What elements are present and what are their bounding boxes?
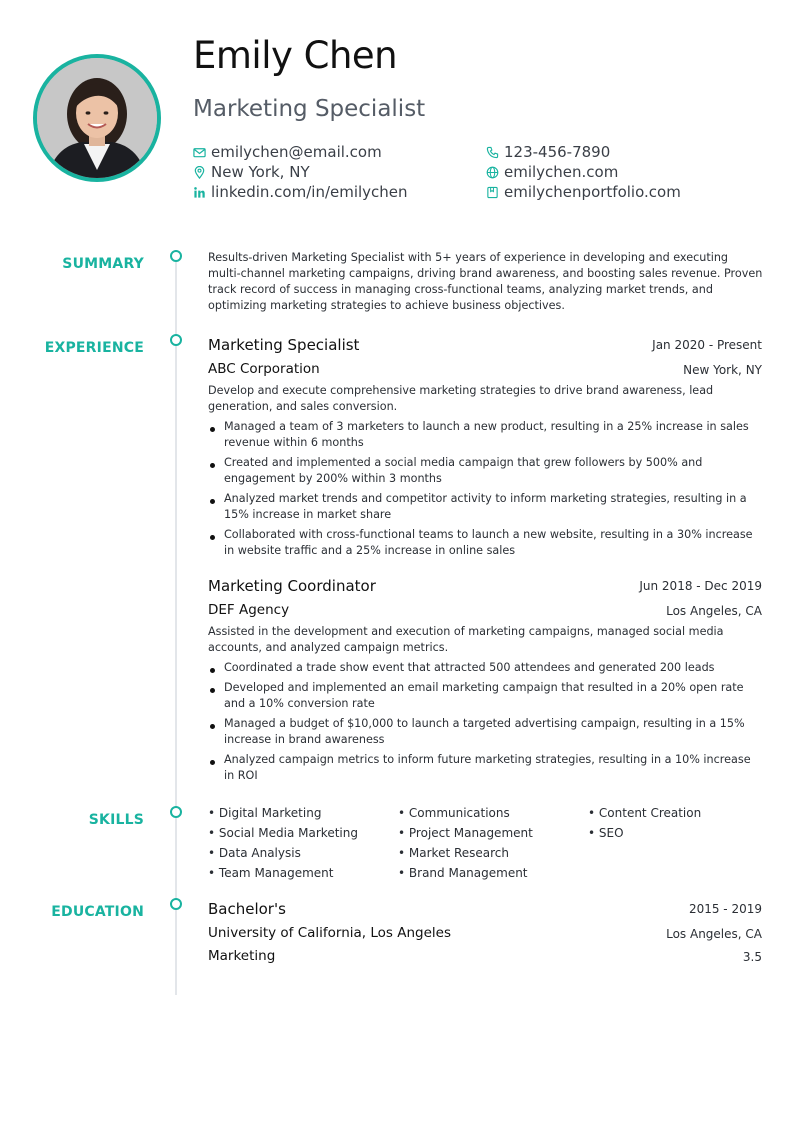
email-text: emilychen@email.com bbox=[211, 143, 382, 161]
summary-text: Results-driven Marketing Specialist with 5+ years of experience in developing and executing multi-channel marketing campaigns, driving brand awareness, and boosting sales revenue. Proven track record of success in managing cross-functional teams, analyzing market trends, and optimizing marketing strategies to achieve business objectives. bbox=[208, 251, 763, 312]
experience-label: EXPERIENCE bbox=[44, 340, 144, 356]
website-text: emilychen.com bbox=[504, 163, 619, 181]
list-item: Developed and implemented an email marketing campaign that resulted in a 20% open rate and a 10% conversion rate bbox=[208, 680, 764, 712]
skill-item: • Content Creation bbox=[588, 806, 702, 820]
location-contact bbox=[193, 163, 310, 181]
phone-contact[interactable] bbox=[486, 143, 610, 161]
skill-item: • Project Management bbox=[398, 826, 533, 840]
education-dot bbox=[170, 898, 182, 910]
list-item: Analyzed campaign metrics to inform future marketing strategies, resulting in a 10% increase in ROI bbox=[208, 752, 764, 784]
job-title-heading: Marketing Specialist bbox=[193, 96, 426, 122]
job-1-location: New York, NY bbox=[683, 363, 762, 377]
linkedin-icon bbox=[193, 186, 206, 199]
profile-photo bbox=[33, 54, 161, 182]
skill-item: • Data Analysis bbox=[208, 846, 301, 860]
list-item: Coordinated a trade show event that attracted 500 attendees and generated 200 leads bbox=[208, 660, 764, 676]
job-1-title: Marketing Specialist bbox=[208, 336, 360, 354]
website-contact[interactable] bbox=[486, 163, 618, 181]
job-1-description: Develop and execute comprehensive marketing strategies to drive brand awareness, lead generation, and sales conversion. bbox=[208, 384, 714, 413]
portfolio-icon bbox=[486, 186, 499, 199]
skill-item: • Communications bbox=[398, 806, 510, 820]
school-location: Los Angeles, CA bbox=[666, 927, 762, 941]
skill-item: • Digital Marketing bbox=[208, 806, 322, 820]
skill-item: • Social Media Marketing bbox=[208, 826, 358, 840]
summary-label: SUMMARY bbox=[62, 256, 144, 272]
job-2-location: Los Angeles, CA bbox=[666, 604, 762, 618]
list-item: Analyzed market trends and competitor activity to inform marketing strategies, resulting in a 15% increase in market share bbox=[208, 491, 764, 523]
job-1-dates: Jan 2020 - Present bbox=[652, 338, 762, 352]
linkedin-contact[interactable] bbox=[193, 183, 408, 201]
field-of-study: Marketing bbox=[208, 948, 276, 964]
candidate-name: Emily Chen bbox=[193, 34, 398, 77]
mail-icon bbox=[193, 146, 206, 159]
school-name: University of California, Los Angeles bbox=[208, 925, 452, 941]
skill-item: • Market Research bbox=[398, 846, 510, 860]
skill-item: • Team Management bbox=[208, 866, 334, 880]
education-label: EDUCATION bbox=[51, 904, 144, 920]
timeline-line bbox=[175, 258, 177, 995]
job-2-bullets bbox=[208, 660, 764, 788]
skill-item: • Brand Management bbox=[398, 866, 528, 880]
phone-icon bbox=[486, 146, 499, 159]
degree: Bachelor's bbox=[208, 900, 286, 918]
skills-label: SKILLS bbox=[88, 812, 144, 828]
location-text: New York, NY bbox=[211, 163, 310, 181]
linkedin-text: linkedin.com/in/emilychen bbox=[211, 183, 408, 201]
job-2-company: DEF Agency bbox=[208, 602, 290, 618]
experience-dot bbox=[170, 334, 182, 346]
job-2-title: Marketing Coordinator bbox=[208, 577, 376, 595]
summary-dot bbox=[170, 250, 182, 262]
skills-dot bbox=[170, 806, 182, 818]
location-icon bbox=[193, 166, 206, 179]
phone-text: 123-456-7890 bbox=[504, 143, 611, 161]
list-item: Managed a budget of $10,000 to launch a targeted advertising campaign, resulting in a 15% increase in brand awareness bbox=[208, 716, 764, 748]
globe-icon bbox=[486, 166, 499, 179]
portfolio-contact[interactable] bbox=[486, 183, 681, 201]
job-2-dates: Jun 2018 - Dec 2019 bbox=[639, 579, 762, 593]
job-2-description: Assisted in the development and execution of marketing campaigns, managed social media accounts, and analyzed campaign metrics. bbox=[208, 625, 724, 654]
gpa: 3.5 bbox=[742, 950, 762, 964]
job-1-company: ABC Corporation bbox=[208, 361, 320, 377]
job-1-bullets bbox=[208, 419, 764, 563]
education-dates: 2015 - 2019 bbox=[688, 902, 762, 916]
skill-item: • SEO bbox=[588, 826, 624, 840]
list-item: Collaborated with cross-functional teams to launch a new website, resulting in a 30% increase in website traffic and a 25% increase in online sales bbox=[208, 527, 764, 559]
list-item: Created and implemented a social media campaign that grew followers by 500% and engagement by 200% within 3 months bbox=[208, 455, 764, 487]
portfolio-text: emilychenportfolio.com bbox=[504, 183, 681, 201]
email-contact[interactable] bbox=[193, 143, 382, 161]
list-item: Managed a team of 3 marketers to launch a new product, resulting in a 25% increase in sales revenue within 6 months bbox=[208, 419, 764, 451]
